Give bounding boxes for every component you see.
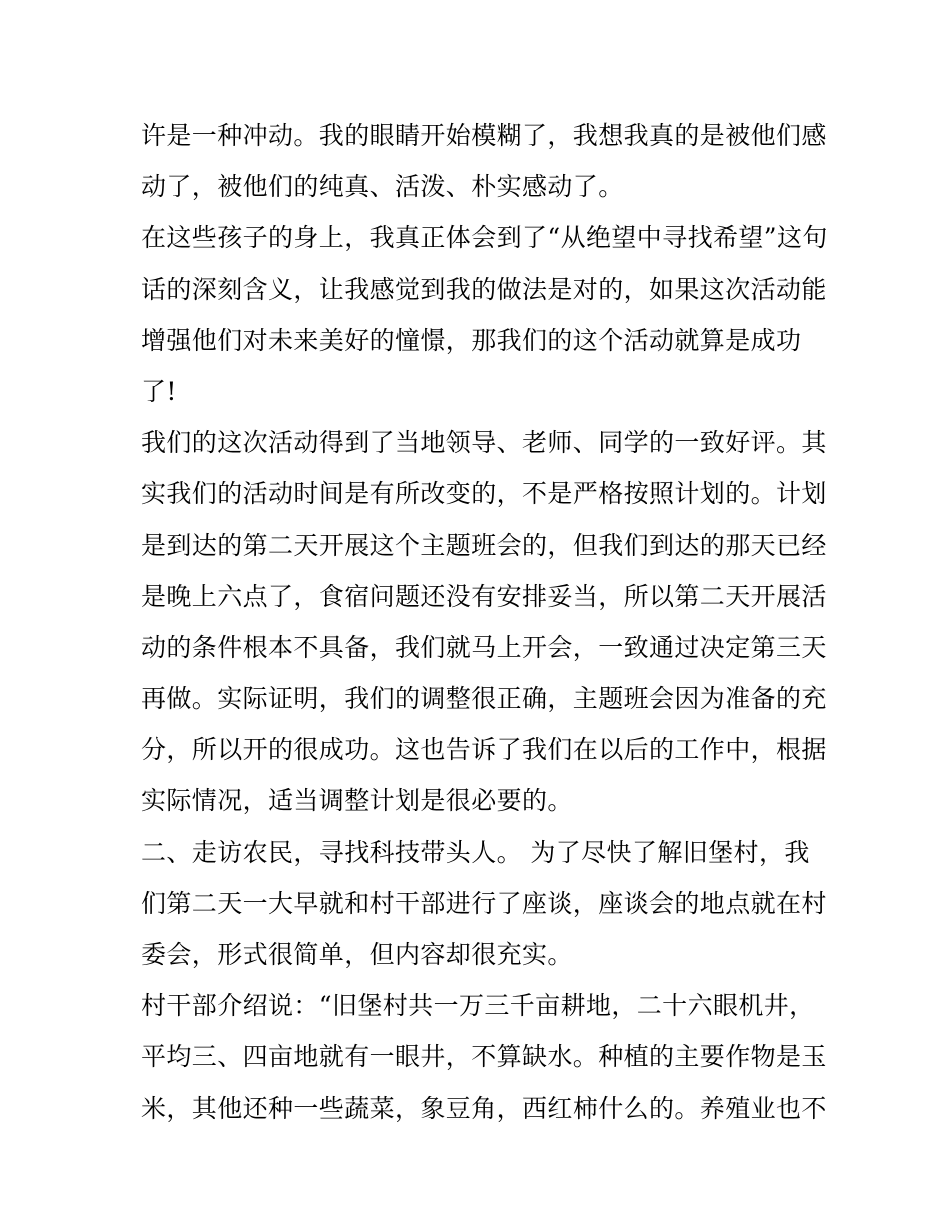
text-line: 动了，被他们的纯真、活泼、朴实感动了。 — [141, 172, 624, 202]
text-line: 委会，形式很简单，但内容却很充实。 — [141, 940, 573, 969]
text-line: 实际情况，适当调整计划是很必要的。 — [141, 786, 573, 816]
text-line: 米，其他还种一些蔬菜，象豆角，西红柿什么的。养殖业也不 — [141, 1093, 827, 1123]
text-line: 分，所以开的很成功。这也告诉了我们在以后的工作中，根据 — [141, 735, 827, 765]
text-line: 是晚上六点了，食宿问题还没有安排妥当，所以第二天开展活 — [141, 581, 827, 611]
text-line: 话的深刻含义，让我感觉到我的做法是对的，如果这次活动能 — [141, 274, 827, 304]
text-line: 们第二天一大早就和村干部进行了座谈，座谈会的地点就在村 — [141, 888, 827, 918]
text-line: 增强他们对未来美好的憧憬，那我们的这个活动就算是成功 — [141, 325, 802, 355]
text-line: 实我们的活动时间是有所改变的，不是严格按照计划的。计划 — [141, 479, 827, 509]
text-line: 村干部介绍说：“旧堡村共一万三千亩耕地，二十六眼机井， — [141, 991, 815, 1021]
text-line: 二、走访农民，寻找科技带头人。 为了尽快了解旧堡村，我 — [141, 837, 810, 867]
text-line: 我们的这次活动得到了当地领导、老师、同学的一致好评。其 — [141, 428, 827, 458]
text-line: 是到达的第二天开展这个主题班会的，但我们到达的那天已经 — [141, 530, 827, 560]
text-line: 动的条件根本不具备，我们就马上开会，一致通过决定第三天 — [141, 632, 827, 662]
text-line: 了! — [141, 376, 177, 406]
text-line: 许是一种冲动。我的眼睛开始模糊了，我想我真的是被他们感 — [141, 121, 827, 150]
document-body-text — [141, 110, 828, 1134]
text-line: 在这些孩子的身上，我真正体会到了“从绝望中寻找希望”这句 — [141, 223, 828, 253]
text-line: 再做。实际证明，我们的调整很正确，主题班会因为准备的充 — [141, 684, 827, 714]
text-line: 平均三、四亩地就有一眼井，不算缺水。种植的主要作物是玉 — [141, 1042, 827, 1072]
